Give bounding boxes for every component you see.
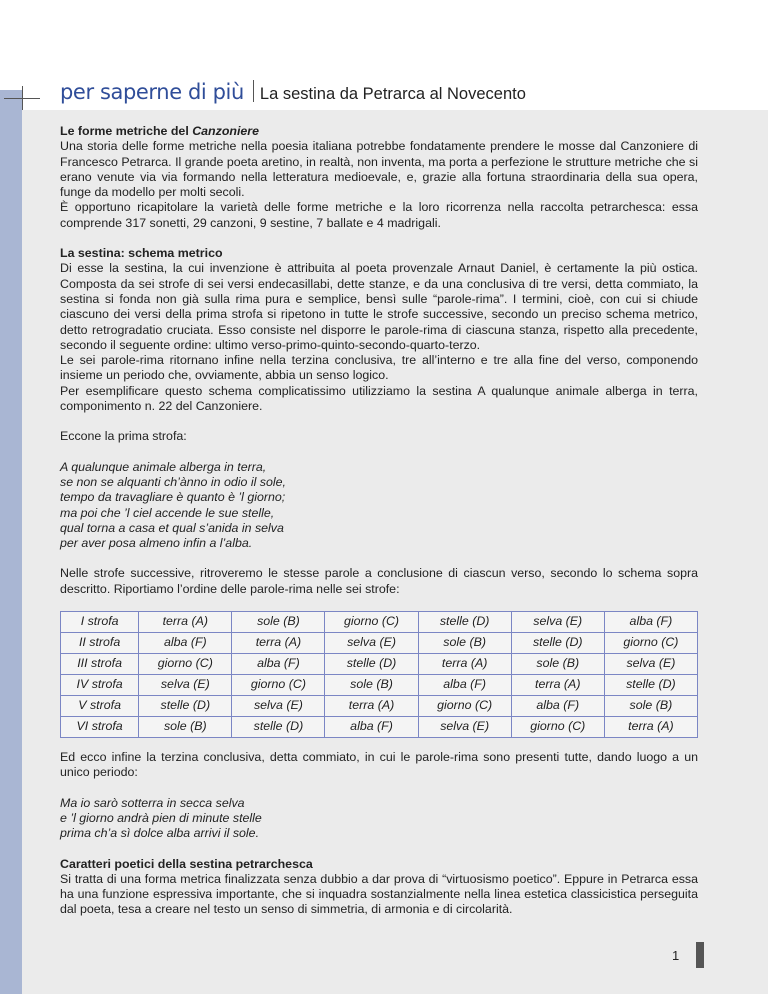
rhyme-word-cell: sole (B) [418,633,511,654]
rhyme-word-cell: giorno (C) [418,696,511,717]
rhyme-word-cell: sole (B) [604,696,697,717]
rhyme-word-cell: selva (E) [232,696,325,717]
rhyme-word-cell: giorno (C) [604,633,697,654]
verse-line: se non se alquanti ch’ànno in odio il sole, [60,474,286,489]
rhyme-word-cell: terra (A) [232,633,325,654]
rhyme-word-cell: stelle (D) [232,717,325,738]
paragraph: Nelle strofe successive, ritroveremo le stesse parole a conclusione di ciascun verso, secondo lo schema sopra descritto. Riportiamo l’ordine delle parole-rima nelle sei strofe: [60,566,698,596]
heading-italic-text: Canzoniere [192,124,260,138]
strofa-label-cell: I strofa [61,612,139,633]
rhyme-word-cell: selva (E) [139,675,232,696]
rhyme-word-table [60,611,698,738]
section-heading-sestina: La sestina: schema metrico [60,246,223,261]
verse-line: ma poi che ’l ciel accende le sue stelle, [60,505,275,520]
series-title: per saperne di più [60,80,244,104]
rhyme-word-cell: alba (F) [325,717,418,738]
page-number: 1 [672,948,680,963]
rhyme-word-cell: alba (F) [139,633,232,654]
verse-line: e ’l giorno andrà pien di minute stelle [60,810,262,825]
paragraph: Ed ecco infine la terzina conclusiva, detta commiato, in cui le parole-rima sono presenti tutte, dando luogo a un unico periodo: [60,750,698,780]
page-title: La sestina da Petrarca al Novecento [259,85,526,103]
stanza [60,460,698,552]
table-row [61,717,698,738]
table-row [61,633,698,654]
rhyme-word-cell: alba (F) [511,696,604,717]
rhyme-word-cell: terra (A) [418,654,511,675]
rhyme-word-cell: giorno (C) [232,675,325,696]
rhyme-word-cell: selva (E) [418,717,511,738]
verse-line: A qualunque animale alberga in terra, [60,459,267,474]
header-separator [253,80,254,102]
rhyme-word-cell: sole (B) [325,675,418,696]
rhyme-word-cell: stelle (D) [604,675,697,696]
page-header [60,80,526,110]
verse-line: tempo da travagliare è quanto è ’l giorno; [60,490,286,505]
rhyme-word-cell: stelle (D) [139,696,232,717]
rhyme-word-cell: giorno (C) [511,717,604,738]
strofa-label-cell: II strofa [61,633,139,654]
paragraph: Per esemplificare questo schema complicatissimo utilizziamo la sestina A qualunque animale alberga in terra, componimento n. 22 del Canzoniere. [60,383,698,414]
verse-line: Ma io sarò sotterra in secca selva [60,795,245,810]
rhyme-word-cell: sole (B) [232,612,325,633]
table-row [61,612,698,633]
table-row [61,696,698,717]
rhyme-word-cell: selva (E) [325,633,418,654]
rhyme-word-cell: terra (A) [139,612,232,633]
paragraph: Eccone la prima strofa: [60,429,187,444]
section-heading-forme [60,124,698,139]
strofa-label-cell: III strofa [61,654,139,675]
table-row [61,654,698,675]
tercet [60,796,698,842]
section-heading-caratteri: Caratteri poetici della sestina petrarchesca [60,856,313,871]
verse-line: qual torna a casa et qual s’anida in selva [60,520,284,535]
strofa-label-cell: VI strofa [61,717,139,738]
strofa-label-cell: V strofa [61,696,139,717]
rhyme-word-cell: sole (B) [139,717,232,738]
rhyme-word-cell: stelle (D) [511,633,604,654]
rhyme-word-cell: selva (E) [511,612,604,633]
verse-line: per aver posa almeno infin a l’alba. [60,536,253,551]
page-number-bar [696,942,704,968]
verse-line: prima ch’a sì dolce alba arrivi il sole. [60,826,260,841]
paragraph: Di esse la sestina, la cui invenzione è attribuita al poeta provenzale Arnaut Daniel, è certamente la più ostica. Composta da sei strofe di sei versi endecasillabi, dette stanze, e da una conclusiva di tre versi, detta commiato, la sestina si fonda non già sulla rima pura e semplice, bensì sulle “parole-rima”. I termini, cioè, con cui si chiude ciascuno dei versi della prima strofa si ripetono in tutte le strofe successive, secondo un preciso schema metrico, detto retrogradatio cruciata. Esso consiste nel disporre le parole-rima di ciascuna stanza, rispetto alla precedente, secondo il seguente ordine: ultimo verso-primo-quinto-secondo-quarto-terzo. [60,261,698,352]
article-body [60,124,698,918]
rhyme-word-cell: terra (A) [604,717,697,738]
strofa-label-cell: IV strofa [61,675,139,696]
paragraph: Una storia delle forme metriche nella poesia italiana potrebbe fondatamente prendere le mosse dal Canzoniere di Francesco Petrarca. Il grande poeta aretino, in realtà, non inventa, ma porta a perfezione le strutture metriche che si erano venute via via formando nella letteratura medioevale, e, grazie alla fortuna straordinaria della sua opera, funge da modello per molti secoli. [60,139,698,200]
paragraph: Si tratta di una forma metrica finalizzata senza dubbio a dar prova di “virtuosismo poetico”. Eppure in Petrarca essa ha una funzione espressiva importante, che si inquadra sostanzialmente nella linea estetica classicistica perseguita dal poeta, tesa a creare nel testo un senso di simmetria, di armonia e di circolarità. [60,871,698,917]
rhyme-word-cell: stelle (D) [418,612,511,633]
rhyme-word-cell: selva (E) [604,654,697,675]
rhyme-word-cell: terra (A) [511,675,604,696]
rhyme-word-cell: stelle (D) [325,654,418,675]
paragraph: È opportuno ricapitolare la varietà delle forme metriche e la loro ricorrenza nella raccolta petrarchesca: essa comprende 317 sonetti, 29 canzoni, 9 sestine, 7 ballate e 4 madrigali. [60,200,698,230]
left-accent-bar [0,90,22,994]
heading-text: Le forme metriche del [60,124,193,138]
crop-mark-vertical [22,86,23,110]
rhyme-word-cell: alba (F) [604,612,697,633]
table-row [61,675,698,696]
rhyme-word-cell: sole (B) [511,654,604,675]
paragraph: Le sei parole-rima ritornano infine nella terzina conclusiva, tre all’interno e tre alla fine del verso, componendo insieme un periodo che, ovviamente, abbia un senso logico. [60,353,698,383]
rhyme-word-cell: giorno (C) [325,612,418,633]
rhyme-word-cell: alba (F) [418,675,511,696]
rhyme-word-cell: terra (A) [325,696,418,717]
rhyme-word-cell: giorno (C) [139,654,232,675]
rhyme-word-cell: alba (F) [232,654,325,675]
